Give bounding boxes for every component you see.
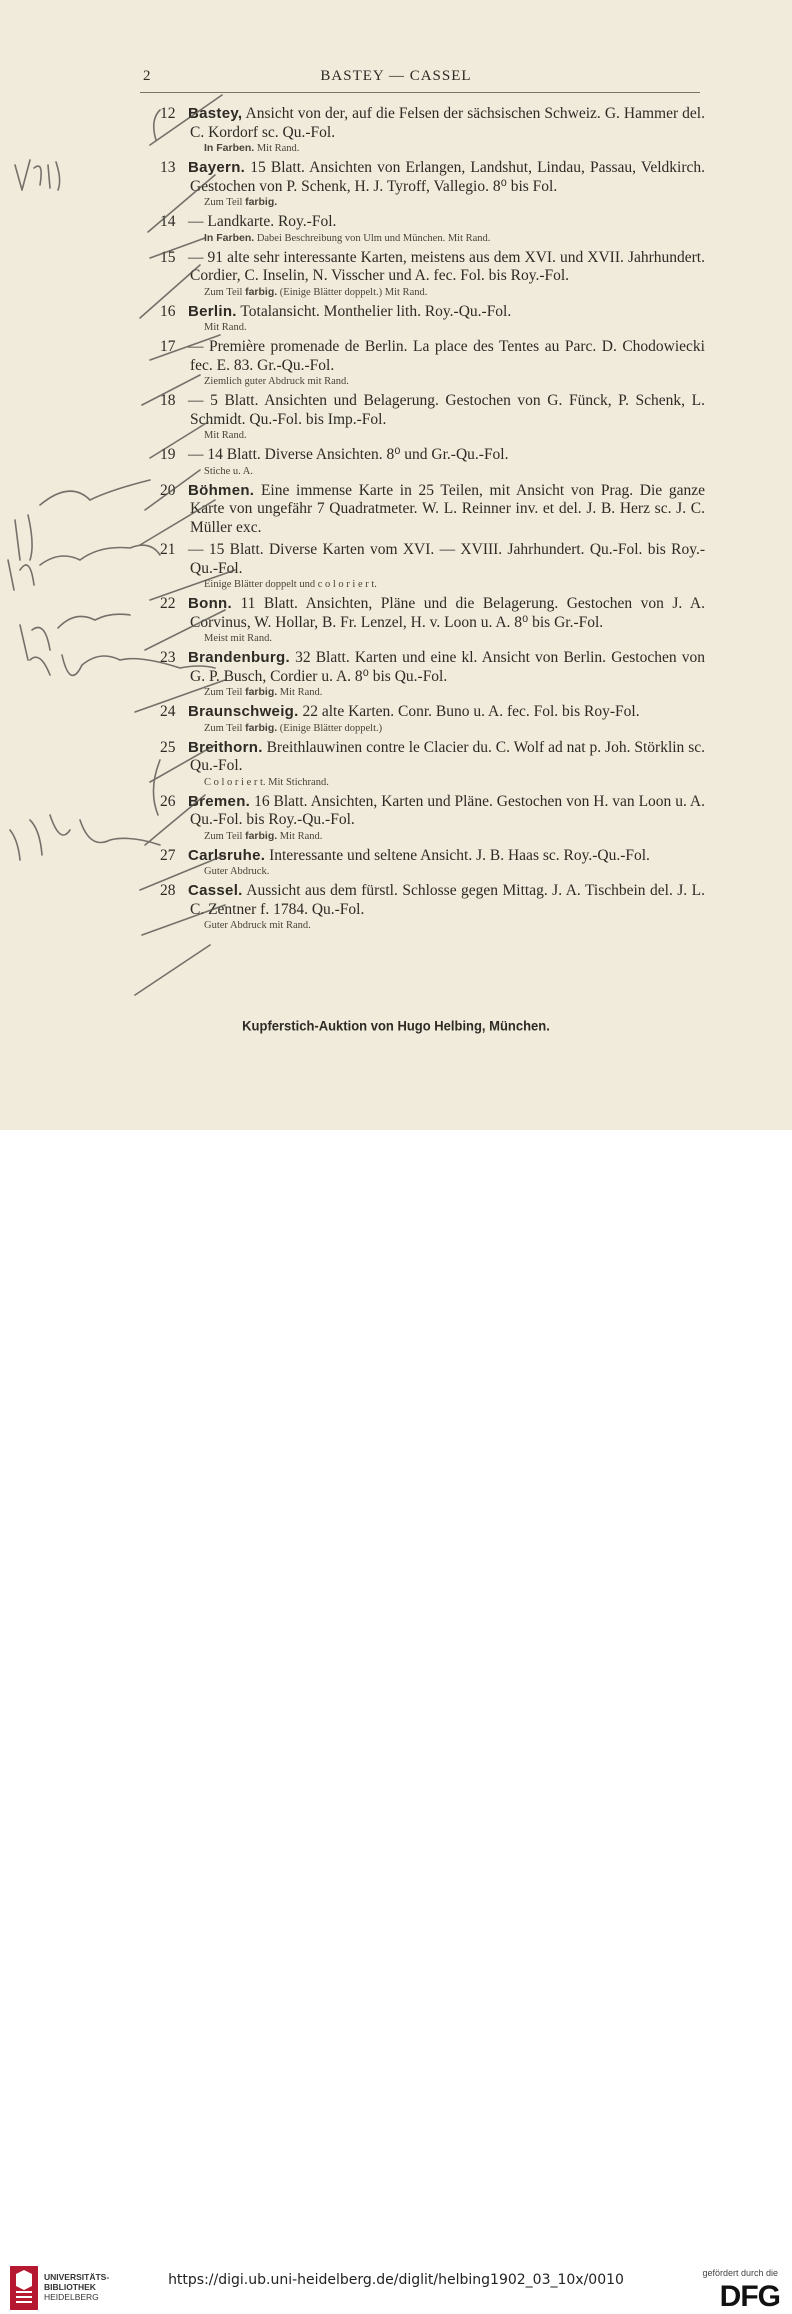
lot-number: 18 bbox=[160, 392, 176, 409]
header-rule bbox=[140, 92, 700, 93]
lot-description bbox=[160, 105, 705, 142]
lot-entry bbox=[160, 159, 705, 209]
lot-note: Zum Teil farbig. (Einige Blätter doppelt.) Mit Rand. bbox=[204, 285, 428, 298]
lot-number: 24 bbox=[160, 703, 176, 720]
lot-entry bbox=[160, 249, 705, 299]
lot-entry bbox=[160, 105, 705, 155]
catalog-footer: Kupferstich-Auktion von Hugo Helbing, München. bbox=[242, 1017, 550, 1034]
lot-description bbox=[160, 446, 705, 465]
lot-description bbox=[160, 847, 705, 866]
lot-number: 21 bbox=[160, 541, 176, 558]
library-name: UNIVERSITÄTS- BIBLIOTHEK HEIDELBERG bbox=[44, 2272, 110, 2302]
lot-text: — Landkarte. Roy.-Fol. bbox=[188, 213, 337, 230]
document-url-link[interactable]: https://digi.ub.uni-heidelberg.de/diglit/helbing1902_03_10x/0010 bbox=[168, 2272, 624, 2288]
lot-note: Zum Teil farbig. bbox=[204, 196, 278, 208]
lot-number: 23 bbox=[160, 649, 176, 666]
lot-keyword: Breithorn. bbox=[188, 738, 263, 756]
lot-list bbox=[160, 105, 705, 936]
lot-note: Guter Abdruck. bbox=[204, 866, 270, 877]
lot-number: 22 bbox=[160, 595, 176, 612]
lot-text: 15 Blatt. Ansichten von Erlangen, Landshut, Lindau, Passau, Veldkirch. Gestochen von P. Schenk, H. J. Tyroff, Vallegio. 8⁰ bis Fol. bbox=[190, 159, 706, 195]
lot-number: 15 bbox=[160, 248, 176, 266]
lot-text: Totalansicht. Monthelier lith. Roy.-Qu.-Fol. bbox=[240, 302, 512, 320]
lot-text: — 91 alte sehr interessante Karten, meistens aus dem XVI. und XVII. Jahrhundert. Cordier, C. Inselin, N. Visscher und A. fec. Fol. bis Roy.-Fol. bbox=[188, 248, 705, 284]
lot-keyword: Bonn. bbox=[188, 595, 232, 612]
lot-entry bbox=[160, 446, 705, 478]
lot-text: Eine immense Karte in 25 Teilen, mit Ansicht von Prag. Die ganze Karte von ungefähr 7 Quadratmeter. W. L. Reinner inv. et del. J. B. Herz sc. J. C. Müller exc. bbox=[190, 481, 705, 536]
lot-number: 19 bbox=[160, 446, 176, 463]
lot-number: 16 bbox=[160, 302, 176, 320]
lot-note: Zum Teil farbig. (Einige Blätter doppelt.) bbox=[204, 721, 383, 734]
lot-keyword: Berlin. bbox=[188, 302, 237, 320]
lot-note: In Farben. Mit Rand. bbox=[204, 142, 300, 154]
lot-text: Breithlauwinen contre le Clacier du. C. Wolf ad nat p. Joh. Störklin sc. Qu.-Fol. bbox=[190, 738, 705, 774]
lot-entry bbox=[160, 338, 705, 388]
running-head: BASTEY — CASSEL bbox=[320, 68, 472, 84]
lot-note: Ziemlich guter Abdruck mit Rand. bbox=[204, 376, 349, 387]
lot-note: Stiche u. A. bbox=[204, 465, 253, 477]
lot-entry bbox=[160, 739, 705, 789]
lot-text: — 5 Blatt. Ansichten und Belagerung. Gestochen von G. Fünck, P. Schenk, L. Schmidt. Qu.-Fol. bis Imp.-Fol. bbox=[188, 392, 705, 428]
lot-note: Meist mit Rand. bbox=[204, 633, 272, 644]
lot-keyword: Carlsruhe. bbox=[188, 846, 266, 864]
lot-entry bbox=[160, 793, 705, 843]
lot-keyword: Brandenburg. bbox=[188, 649, 290, 666]
lot-description bbox=[160, 739, 705, 776]
lot-description bbox=[160, 595, 705, 632]
lot-text: 22 alte Karten. Conr. Buno u. A. fec. Fol. bis Roy-Fol. bbox=[302, 703, 640, 720]
lot-entry bbox=[160, 649, 705, 699]
lot-keyword: Bremen. bbox=[188, 792, 251, 810]
lot-entry bbox=[160, 213, 705, 245]
lot-description bbox=[160, 338, 705, 375]
lot-note: Mit Rand. bbox=[204, 322, 247, 333]
lot-description bbox=[160, 213, 705, 232]
page-number: 2 bbox=[143, 68, 151, 84]
lot-description bbox=[160, 649, 705, 686]
lot-note: Einige Blätter doppelt und c o l o r i e r t. bbox=[204, 579, 377, 590]
lot-text: Aussicht aus dem fürstl. Schlosse gegen Mittag. J. A. Tischbein del. J. L. C. Zentner f. 1784. Qu.-Fol. bbox=[190, 882, 705, 918]
lot-number: 20 bbox=[160, 481, 176, 499]
lot-note: In Farben. Dabei Beschreibung von Ulm und München. Mit Rand. bbox=[204, 231, 491, 244]
lot-description bbox=[160, 249, 705, 286]
lot-number: 13 bbox=[160, 159, 176, 176]
lot-note: Zum Teil farbig. Mit Rand. bbox=[204, 829, 323, 842]
lot-number: 25 bbox=[160, 738, 176, 756]
lot-text: 16 Blatt. Ansichten, Karten und Pläne. Gestochen von H. van Loon u. A. Qu.-Fol. bis Roy.-Qu.-Fol. bbox=[190, 792, 705, 828]
lot-keyword: Braunschweig. bbox=[188, 703, 299, 720]
bottom-bar bbox=[0, 1130, 792, 2313]
lot-text: 32 Blatt. Karten und eine kl. Ansicht von Berlin. Gestochen von G. P. Busch, Cordier u. A. 8⁰ bis Qu.-Fol. bbox=[190, 649, 705, 685]
lot-description bbox=[160, 159, 705, 196]
lot-number: 28 bbox=[160, 882, 176, 899]
lot-entry bbox=[160, 482, 705, 538]
lot-description bbox=[160, 392, 705, 429]
lot-text: — 14 Blatt. Diverse Ansichten. 8⁰ und Gr.-Qu.-Fol. bbox=[188, 446, 509, 463]
lot-entry bbox=[160, 303, 705, 335]
funded-by-label: gefördert durch die bbox=[702, 2268, 778, 2278]
lot-description bbox=[160, 882, 705, 919]
lot-description bbox=[160, 541, 705, 578]
lot-description bbox=[160, 303, 705, 322]
lot-text: Ansicht von der, auf die Felsen der sächsischen Schweiz. G. Hammer del. C. Kordorf sc. Qu.-Fol. bbox=[190, 105, 705, 141]
lot-entry bbox=[160, 847, 705, 879]
lot-description bbox=[160, 482, 705, 538]
lot-entry bbox=[160, 541, 705, 591]
catalog-page bbox=[0, 0, 792, 1130]
lot-note: Mit Rand. bbox=[204, 430, 247, 441]
lot-keyword: Cassel. bbox=[188, 882, 243, 899]
lot-note: Guter Abdruck mit Rand. bbox=[204, 920, 311, 931]
lot-number: 12 bbox=[160, 105, 176, 122]
lot-note: C o l o r i e r t. Mit Stichrand. bbox=[204, 776, 329, 788]
lot-text: — 15 Blatt. Diverse Karten vom XVI. — XVIII. Jahrhundert. Qu.-Fol. bis Roy.-Qu.-Fol. bbox=[188, 541, 705, 577]
lot-keyword: Böhmen. bbox=[188, 481, 255, 499]
lot-text: 11 Blatt. Ansichten, Pläne und die Belagerung. Gestochen von J. A. Corvinus, W. Hollar, B. Fr. Lenzel, H. v. Loon u. A. 8⁰ bis Gr.-Fol. bbox=[190, 595, 705, 631]
lot-number: 26 bbox=[160, 792, 176, 810]
lot-description bbox=[160, 793, 705, 830]
lot-text: — Première promenade de Berlin. La place des Tentes au Parc. D. Chodowiecki fec. E. 83. Gr.-Qu.-Fol. bbox=[188, 338, 705, 374]
lot-text: Interessante und seltene Ansicht. J. B. Haas sc. Roy.-Qu.-Fol. bbox=[269, 846, 650, 864]
lot-entry bbox=[160, 392, 705, 442]
lot-description bbox=[160, 703, 705, 722]
lot-keyword: Bastey, bbox=[188, 105, 243, 122]
dfg-logo: DFG bbox=[719, 2280, 780, 2313]
lot-entry bbox=[160, 882, 705, 932]
lot-number: 14 bbox=[160, 213, 176, 230]
lot-number: 17 bbox=[160, 338, 176, 355]
lot-entry bbox=[160, 595, 705, 645]
lot-note: Zum Teil farbig. Mit Rand. bbox=[204, 686, 323, 698]
lot-number: 27 bbox=[160, 846, 176, 864]
lot-keyword: Bayern. bbox=[188, 159, 246, 176]
lot-entry bbox=[160, 703, 705, 735]
